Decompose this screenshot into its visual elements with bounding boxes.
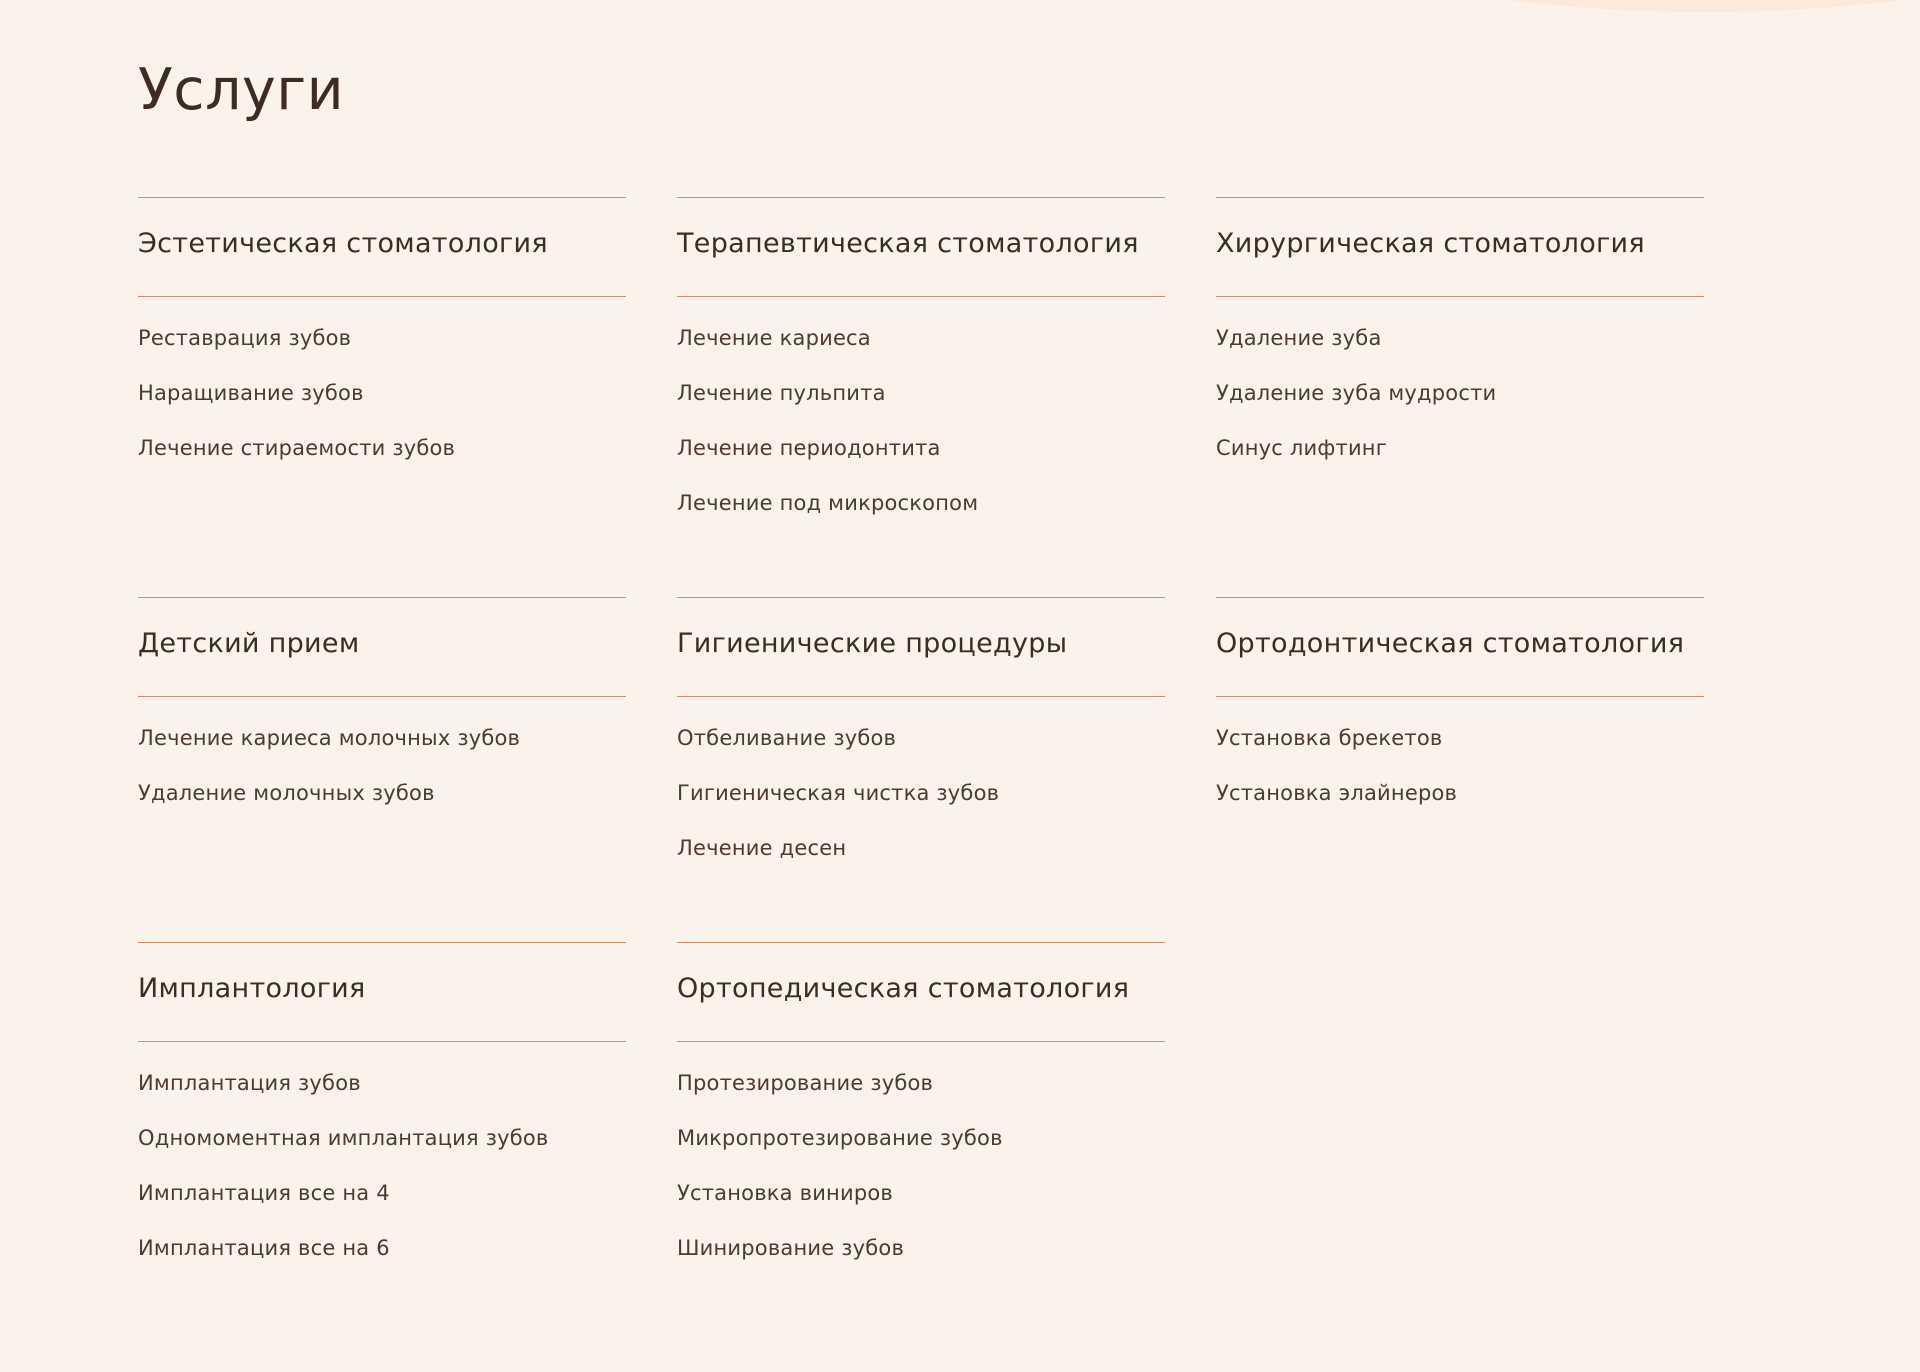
service-link[interactable]: Удаление зуба мудрости	[1216, 381, 1497, 405]
category-title: Хирургическая стоматология	[1216, 228, 1645, 259]
service-category-card	[1216, 597, 1704, 861]
service-list	[1216, 697, 1704, 806]
divider-line	[138, 597, 626, 598]
service-link[interactable]: Наращивание зубов	[138, 381, 364, 405]
service-category-card	[677, 597, 1165, 861]
service-category-card	[138, 597, 626, 861]
service-category-card	[677, 197, 1165, 516]
services-grid	[138, 197, 1704, 1261]
category-title: Ортопедическая стоматология	[677, 973, 1130, 1004]
service-category-card	[138, 942, 626, 1261]
divider-line	[677, 597, 1165, 598]
service-link[interactable]: Одномоментная имплантация зубов	[138, 1126, 549, 1150]
service-category-card	[677, 942, 1165, 1261]
service-category-card	[138, 197, 626, 516]
service-category-card	[1216, 197, 1704, 516]
service-link[interactable]: Лечение пульпита	[677, 381, 886, 405]
service-link[interactable]: Имплантация зубов	[138, 1071, 361, 1095]
category-title: Детский прием	[138, 628, 360, 659]
divider-line	[677, 197, 1165, 198]
service-link[interactable]: Лечение периодонтита	[677, 436, 941, 460]
service-link[interactable]: Лечение кариеса	[677, 326, 871, 350]
service-list	[677, 297, 1165, 516]
service-link[interactable]: Реставрация зубов	[138, 326, 352, 350]
service-link[interactable]: Протезирование зубов	[677, 1071, 934, 1095]
service-link[interactable]: Гигиеническая чистка зубов	[677, 781, 1000, 805]
service-link[interactable]: Микропротезирование зубов	[677, 1126, 1003, 1150]
service-link[interactable]: Лечение кариеса молочных зубов	[138, 726, 521, 750]
service-link[interactable]: Удаление молочных зубов	[138, 781, 435, 805]
divider-line	[138, 942, 626, 943]
service-list	[677, 697, 1165, 861]
service-link[interactable]: Установка брекетов	[1216, 726, 1443, 750]
service-link[interactable]: Синус лифтинг	[1216, 436, 1387, 460]
service-list	[1216, 297, 1704, 461]
divider-line	[138, 197, 626, 198]
service-link[interactable]: Шинирование зубов	[677, 1236, 905, 1260]
service-link[interactable]: Удаление зуба	[1216, 326, 1382, 350]
category-title: Имплантология	[138, 973, 366, 1004]
category-title: Гигиенические процедуры	[677, 628, 1068, 659]
service-link[interactable]: Установка элайнеров	[1216, 781, 1458, 805]
service-link[interactable]: Лечение стираемости зубов	[138, 436, 456, 460]
category-title: Терапевтическая стоматология	[677, 228, 1139, 259]
page-title: Услуги	[138, 57, 345, 123]
divider-line	[677, 942, 1165, 943]
category-title: Эстетическая стоматология	[138, 228, 548, 259]
service-link[interactable]: Лечение десен	[677, 836, 847, 860]
category-title: Ортодонтическая стоматология	[1216, 628, 1685, 659]
service-link[interactable]: Лечение под микроскопом	[677, 491, 979, 515]
service-list	[677, 1042, 1165, 1261]
divider-line	[1216, 197, 1704, 198]
service-link[interactable]: Отбеливание зубов	[677, 726, 897, 750]
service-list	[138, 697, 626, 806]
divider-line	[1216, 597, 1704, 598]
service-link[interactable]: Имплантация все на 4	[138, 1181, 390, 1205]
service-link[interactable]: Установка виниров	[677, 1181, 893, 1205]
service-link[interactable]: Имплантация все на 6	[138, 1236, 390, 1260]
service-list	[138, 297, 626, 461]
service-list	[138, 1042, 626, 1261]
